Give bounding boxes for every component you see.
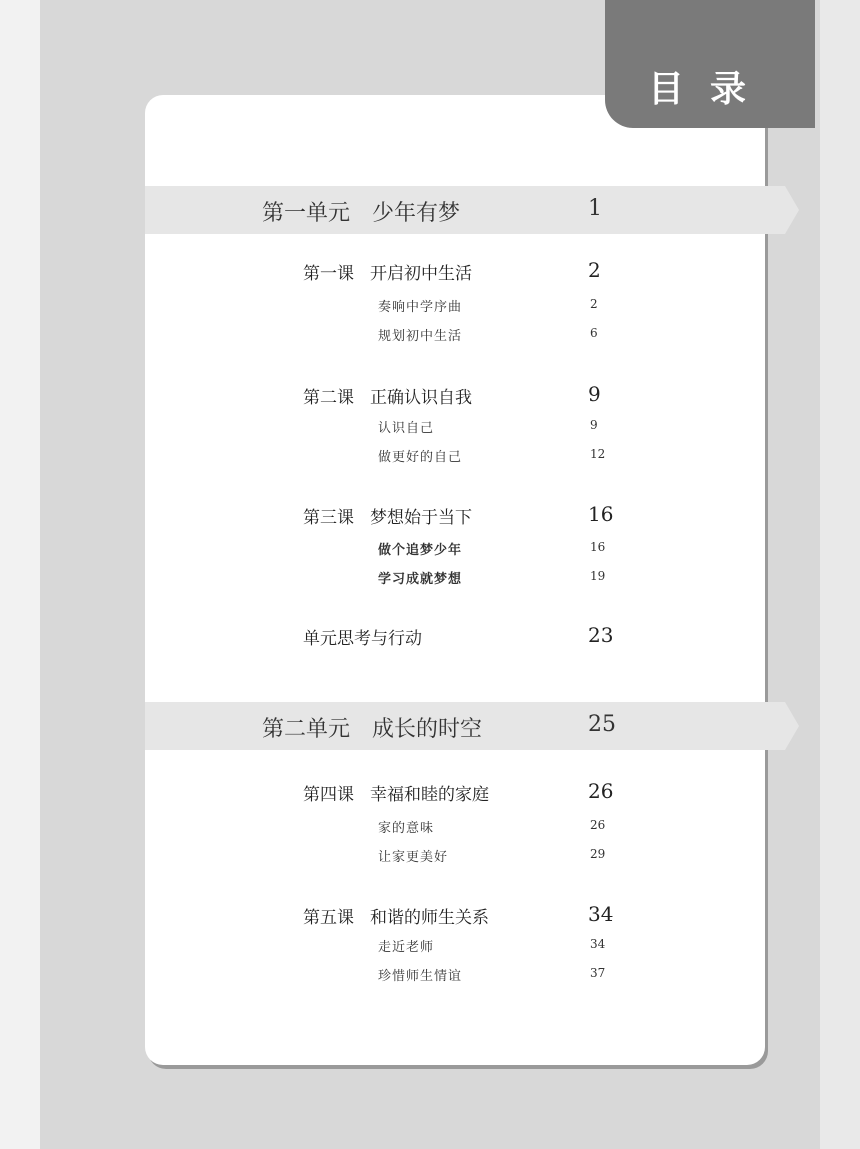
unit-1-review-title[interactable]: 单元思考与行动 <box>303 629 422 649</box>
toc-title-tab <box>605 0 815 128</box>
section-5-1-page: 34 <box>590 937 606 951</box>
lesson-4-label: 第四课 <box>303 785 354 805</box>
page-margin <box>0 0 40 1149</box>
lesson-5-label: 第五课 <box>303 908 354 928</box>
toc-title: 目录 <box>647 69 772 110</box>
lesson-4-page: 26 <box>588 779 614 803</box>
section-1-1-page: 2 <box>590 297 598 311</box>
lesson-3-page: 16 <box>588 502 614 526</box>
lesson-5-title[interactable] <box>303 903 489 928</box>
lesson-1-title[interactable] <box>303 259 472 284</box>
lesson-2-label: 第二课 <box>303 388 354 408</box>
lesson-2-page: 9 <box>588 382 601 406</box>
section-3-1-page: 16 <box>590 540 606 554</box>
unit-2-title[interactable] <box>262 712 482 743</box>
section-1-2-page: 6 <box>590 326 598 340</box>
lesson-5-name: 和谐的师生关系 <box>370 908 489 928</box>
section-1-2-title[interactable]: 规划初中生活 <box>378 329 463 344</box>
section-4-1-title[interactable]: 家的意味 <box>378 821 435 836</box>
section-3-2-title[interactable]: 学习成就梦想 <box>378 572 463 587</box>
lesson-2-name: 正确认识自我 <box>370 388 472 408</box>
lesson-3-name: 梦想始于当下 <box>370 508 472 528</box>
unit-1-label: 第一单元 <box>262 201 351 226</box>
section-2-2-title[interactable]: 做更好的自己 <box>378 450 463 465</box>
section-4-1-page: 26 <box>590 818 606 832</box>
lesson-1-label: 第一课 <box>303 264 354 284</box>
section-5-2-title[interactable]: 珍惜师生情谊 <box>378 969 463 984</box>
section-4-2-title[interactable]: 让家更美好 <box>378 850 449 865</box>
unit-2-page: 25 <box>588 712 616 737</box>
section-3-1-title[interactable]: 做个追梦少年 <box>378 543 463 558</box>
section-2-1-title[interactable]: 认识自己 <box>378 421 435 436</box>
section-3-2-page: 19 <box>590 569 606 583</box>
section-4-2-page: 29 <box>590 847 606 861</box>
lesson-1-page: 2 <box>588 258 601 282</box>
section-5-1-title[interactable]: 走近老师 <box>378 940 435 955</box>
unit-2-label: 第二单元 <box>262 717 351 742</box>
lesson-3-label: 第三课 <box>303 508 354 528</box>
lesson-3-title[interactable] <box>303 503 472 528</box>
unit-1-review-page: 23 <box>588 623 614 647</box>
section-5-2-page: 37 <box>590 966 606 980</box>
lesson-1-name: 开启初中生活 <box>370 264 472 284</box>
lesson-4-name: 幸福和睦的家庭 <box>370 785 489 805</box>
lesson-2-title[interactable] <box>303 383 472 408</box>
unit-1-page: 1 <box>588 196 602 221</box>
unit-1-title[interactable] <box>262 196 460 227</box>
section-2-1-page: 9 <box>590 418 598 432</box>
unit-2-name: 成长的时空 <box>372 717 483 742</box>
section-1-1-title[interactable]: 奏响中学序曲 <box>378 300 463 315</box>
section-2-2-page: 12 <box>590 447 606 461</box>
lesson-4-title[interactable] <box>303 780 489 805</box>
unit-1-bar <box>145 186 785 234</box>
unit-1-name: 少年有梦 <box>372 201 461 226</box>
lesson-5-page: 34 <box>588 902 614 926</box>
